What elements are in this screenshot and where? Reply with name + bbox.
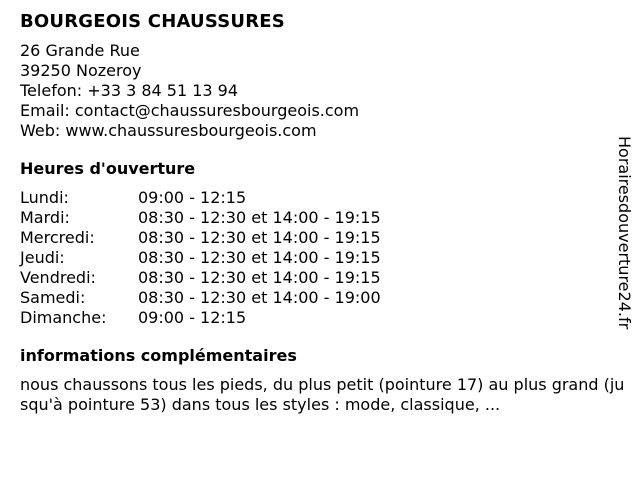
hours-value: 08:30 - 12:30 et 14:00 - 19:15 <box>138 268 381 287</box>
site-watermark-text: Horairesdouverture24.fr <box>615 136 634 330</box>
hours-row-monday <box>20 188 620 208</box>
hours-row-tuesday <box>20 208 620 228</box>
address-street: 26 Grande Rue <box>20 41 140 60</box>
additional-info-heading: informations complémentaires <box>20 346 297 365</box>
day-label: Dimanche: <box>20 308 107 327</box>
hours-value: 08:30 - 12:30 et 14:00 - 19:00 <box>138 288 381 307</box>
day-label: Samedi: <box>20 288 86 307</box>
hours-value: 09:00 - 12:15 <box>138 308 247 327</box>
hours-row-friday <box>20 268 620 288</box>
hours-row-sunday <box>20 308 620 328</box>
address-city: 39250 Nozeroy <box>20 61 142 80</box>
opening-hours-heading: Heures d'ouverture <box>20 159 196 178</box>
hours-value: 08:30 - 12:30 et 14:00 - 19:15 <box>138 208 381 227</box>
hours-row-saturday <box>20 288 620 308</box>
business-name: BOURGEOIS CHAUSSURES <box>20 11 285 32</box>
hours-value: 09:00 - 12:15 <box>138 188 247 207</box>
day-label: Mardi: <box>20 208 70 227</box>
day-label: Vendredi: <box>20 268 96 287</box>
website-address: Web: www.chaussuresbourgeois.com <box>20 121 317 140</box>
day-label: Mercredi: <box>20 228 95 247</box>
hours-row-wednesday <box>20 228 620 248</box>
hours-value: 08:30 - 12:30 et 14:00 - 19:15 <box>138 248 381 267</box>
day-label: Lundi: <box>20 188 69 207</box>
day-label: Jeudi: <box>20 248 65 267</box>
site-watermark <box>614 136 634 346</box>
hours-row-thursday <box>20 248 620 268</box>
opening-hours-table <box>20 188 620 328</box>
phone-number: Telefon: +33 3 84 51 13 94 <box>20 81 239 100</box>
email-address: Email: contact@chaussuresbourgeois.com <box>20 101 360 120</box>
hours-value: 08:30 - 12:30 et 14:00 - 19:15 <box>138 228 381 247</box>
additional-info-text: nous chaussons tous les pieds, du plus petit (pointure 17) au plus grand (jusqu'à pointure 53) dans tous les styles : mode, classique, ... <box>20 375 625 414</box>
